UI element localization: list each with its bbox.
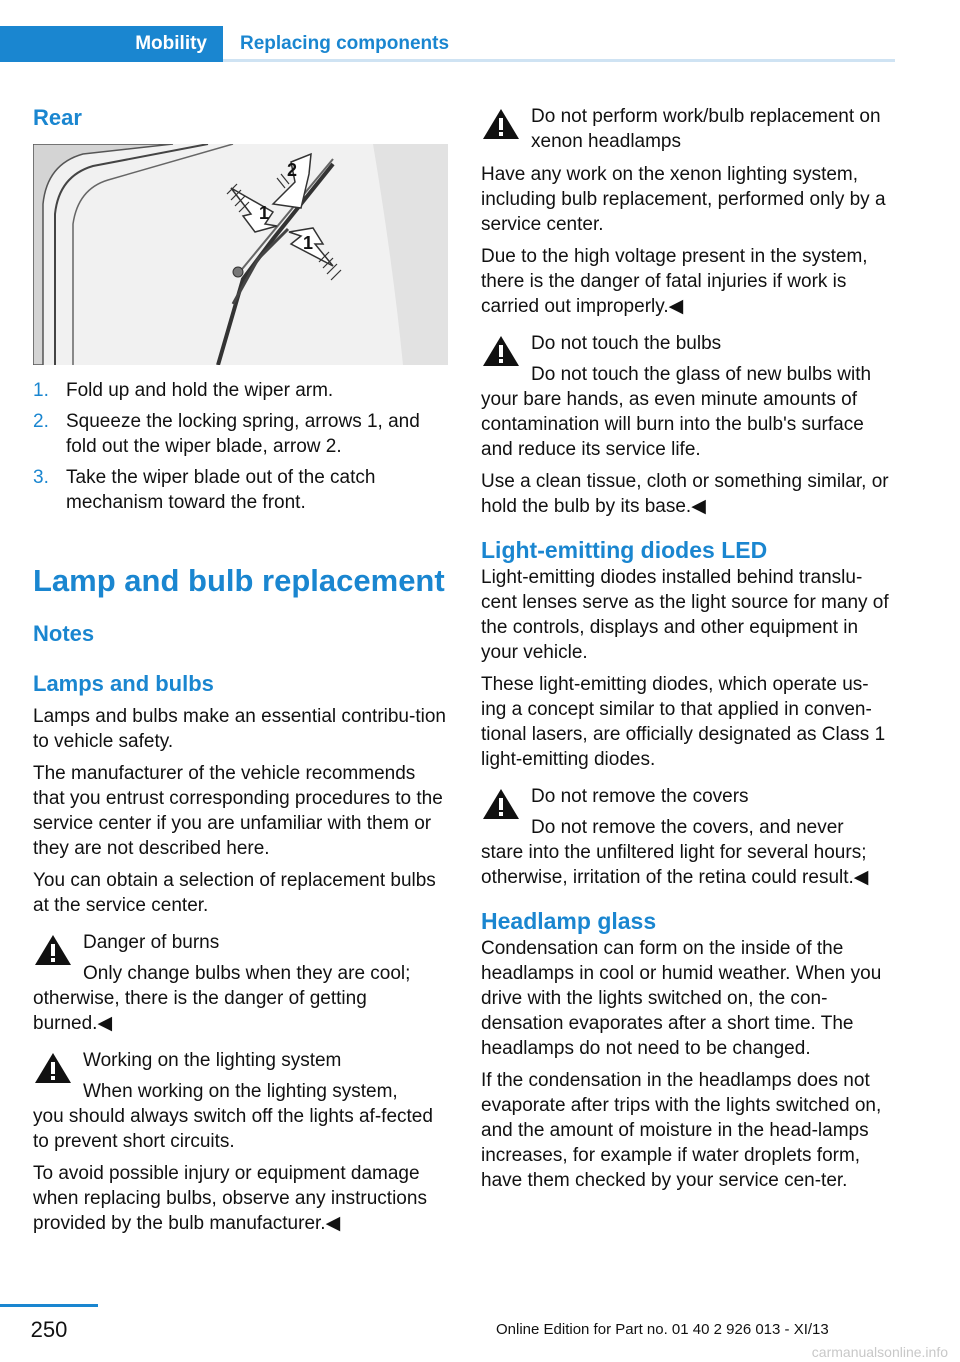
- warning-covers-line1: Do not remove the covers, and never: [531, 817, 844, 838]
- warning-touch-rest: your bare hands, as even minute amounts of contamination will burn into the bulb's surface and reduce its service life.: [481, 389, 864, 460]
- warning-touch-line1: Do not touch the glass of new bulbs with: [531, 364, 872, 385]
- warning-lighting-rest: you should always switch off the lights af‐fected to prevent short circuits.: [33, 1106, 433, 1152]
- led-paragraph-2: These light-emitting diodes, which operate us‐ing a concept similar to that applied in conven‐tional lasers, are officially designated as Class 1 light-emitting diodes.: [481, 674, 886, 770]
- led-heading: Light-emitting diodes LED: [481, 537, 768, 563]
- warning-touch-bulbs: [481, 331, 893, 462]
- lamps-paragraph-4: To avoid possible injury or equipment damage when replacing bulbs, observe any instructions provided by the bulb manufacturer.◀: [33, 1163, 427, 1234]
- step-number: 1.: [33, 380, 49, 401]
- xenon-paragraph-1: Have any work on the xenon lighting system, including bulb replacement, performed only by a service center.: [481, 164, 886, 235]
- warning-burns-line1: Only change bulbs when they are cool;: [83, 963, 411, 984]
- rear-steps-block: [33, 378, 448, 521]
- footer-edition: Online Edition for Part no. 01 40 2 926 013 - XI/13: [496, 1321, 829, 1338]
- warning-covers: [481, 784, 893, 890]
- led-paragraph-1: Light-emitting diodes installed behind translu‐cent lenses serve as the light source for many of the controls, displays and other equipment in your vehicle.: [481, 567, 889, 663]
- warning-covers-rest: stare into the unfiltered light for several hours; otherwise, irritation of the retina could result.◀: [481, 842, 869, 888]
- touch-paragraph-2: Use a clean tissue, cloth or something similar, or hold the bulb by its base.◀: [481, 471, 889, 517]
- wiper-illustration: [33, 144, 448, 365]
- glass-paragraph-1: Condensation can form on the inside of the headlamps in cool or humid weather. When you drive with the lights switched on, the con‐densation evaporates after a short time. The headlamps do not need to be changed.: [481, 938, 882, 1059]
- label-arrow-2: 2: [287, 160, 298, 180]
- section-tab: Mobility: [0, 26, 223, 62]
- right-column: [481, 104, 893, 1193]
- step-number: 3.: [33, 467, 49, 488]
- warning-burns-rest: otherwise, there is the danger of getting burned.◀: [33, 988, 367, 1034]
- rear-heading: Rear: [33, 105, 82, 130]
- lamps-paragraph-3: You can obtain a selection of replacement bulbs at the service center.: [33, 870, 436, 916]
- lamps-paragraph-1: Lamps and bulbs make an essential contribu‐tion to vehicle safety.: [33, 706, 446, 752]
- footer-rule: [0, 1304, 98, 1307]
- lamps-bulbs-heading: Lamps and bulbs: [33, 671, 214, 696]
- warning-xenon: [481, 104, 893, 154]
- warning-triangle-icon: [33, 932, 73, 968]
- headlamp-glass-heading: Headlamp glass: [481, 908, 657, 934]
- xenon-paragraph-2: Due to the high voltage present in the system, there is the danger of fatal injuries if work is carried out improperly.◀: [481, 246, 868, 317]
- warning-triangle-icon: [481, 333, 521, 369]
- warning-burns-title: Danger of burns: [83, 932, 220, 953]
- rear-steps: [33, 378, 448, 515]
- watermark: carmanualsonline.info: [811, 1344, 948, 1360]
- warning-lighting-line1: When working on the lighting system,: [83, 1081, 398, 1102]
- step-text: Squeeze the locking spring, arrows 1, and fold out the wiper blade, arrow 2.: [66, 411, 420, 457]
- lamps-body: [33, 704, 448, 1236]
- header-tabs: [0, 26, 895, 62]
- step-item: [33, 465, 448, 515]
- glass-paragraph-2: If the condensation in the headlamps does not evaporate after trips with the lights switched on, and the amount of moisture in the head‐lamps increases, for example if water droplets form, have them checked by your service cen‐ter.: [481, 1070, 882, 1191]
- label-arrow-1-lower: 1: [303, 233, 314, 253]
- warning-triangle-icon: [33, 1050, 73, 1086]
- label-arrow-1-upper: 1: [259, 203, 270, 223]
- wiper-drawing: [33, 144, 448, 365]
- lamps-paragraph-2: The manufacturer of the vehicle recommends that you entrust corresponding procedures to the service center if you are unfamiliar with them or they are not described here.: [33, 763, 443, 859]
- warning-lighting-title: Working on the lighting system: [83, 1050, 342, 1071]
- step-number: 2.: [33, 411, 49, 432]
- subsection-tab: Replacing components: [240, 33, 450, 54]
- warning-covers-title: Do not remove the covers: [531, 786, 749, 807]
- step-item: [33, 409, 448, 459]
- step-text: Fold up and hold the wiper arm.: [66, 380, 334, 401]
- warning-burns: [33, 930, 448, 1036]
- notes-heading: Notes: [33, 621, 95, 646]
- warning-triangle-icon: [481, 786, 521, 822]
- page-number: 250: [30, 1317, 68, 1342]
- warning-lighting: [33, 1048, 448, 1154]
- step-text: Take the wiper blade out of the catch mechanism toward the front.: [66, 467, 376, 513]
- step-item: [33, 378, 448, 403]
- lamp-title: Lamp and bulb replacement: [33, 563, 445, 598]
- warning-xenon-title: Do not perform work/bulb replacement on xenon headlamps: [531, 106, 881, 152]
- header-rule: [223, 59, 895, 62]
- warning-touch-title: Do not touch the bulbs: [531, 333, 722, 354]
- warning-triangle-icon: [481, 106, 521, 142]
